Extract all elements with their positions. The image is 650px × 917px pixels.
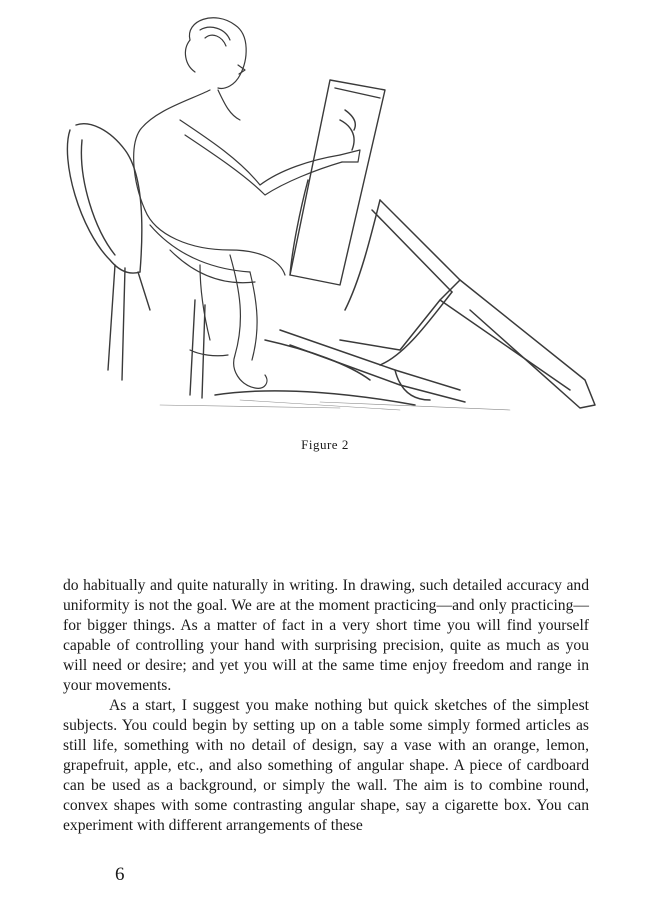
chair-sketch [67, 124, 205, 398]
body-text [63, 576, 589, 836]
floor-shading [160, 400, 510, 410]
page-number: 6 [115, 864, 125, 885]
paragraph: do habitually and quite naturally in writing. In drawing, such detailed accuracy and uniformity is not the goal. We are at the moment practicing—and only practicing—for bigger things. As a matter of fact in a very short time you will find yourself capable of controlling your hand with surprising precision, quite as much as you will need or desire; and yet you will at the same time enjoy freedom and range in your movements. [63, 577, 589, 694]
woman-sketch [134, 18, 360, 389]
drawing-board-sketch [290, 80, 385, 285]
front-chair-sketch [215, 200, 595, 408]
paragraph: As a start, I suggest you make nothing but quick sketches of the simplest subjects. You could begin by setting up on a table some simply formed articles as still life, something with no detail of design, say a vase with an orange, lemon, grapefruit, apple, etc., and also something of angular shape. A piece of cardboard can be used as a background, or simply the wall. The aim is to combine round, convex shapes with some contrasting angular shape, say a cigarette box. You can experiment with different arrangements of these [63, 697, 589, 834]
figure-caption: Figure 2 [301, 437, 349, 452]
figure-illustration [40, 10, 620, 420]
